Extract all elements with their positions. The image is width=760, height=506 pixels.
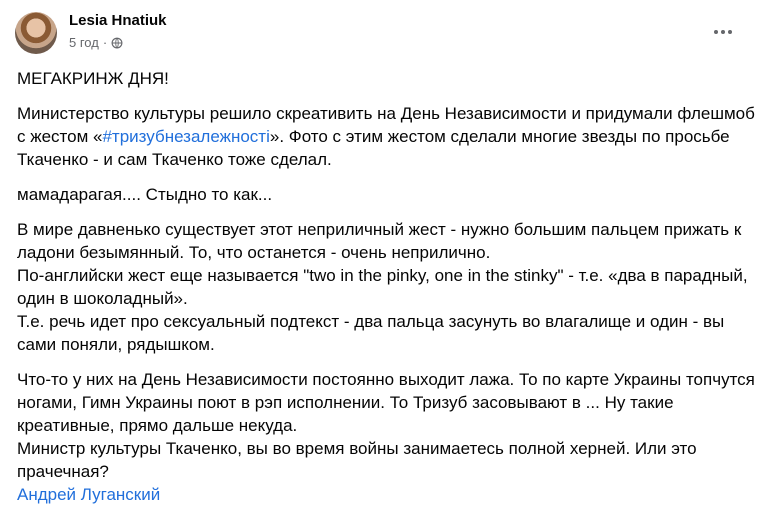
text-line: Министр культуры Ткаченко, вы во время войны занимаетесь полной херней. Или это: [17, 439, 697, 458]
hashtag-link[interactable]: #тризубнезалежності: [102, 127, 270, 146]
paragraph-4: [17, 218, 747, 356]
author-avatar[interactable]: [15, 12, 57, 54]
text-line: креативные, прямо дальше некуда.: [17, 416, 298, 435]
text-line: мамадарагая.... Стыдно то как...: [17, 185, 273, 204]
text-line: один в шоколадный».: [17, 289, 188, 308]
text-line: В мире давненько существует этот неприличный жест - нужно большим пальцем прижать к: [17, 220, 742, 239]
text-line: сами поняли, рядышком.: [17, 335, 215, 354]
author-name[interactable]: Lesia Hnatiuk: [69, 12, 167, 29]
paragraph-2: [17, 102, 755, 171]
text-fragment: с жестом «: [17, 127, 103, 146]
text-line: Что-то у них на День Независимости постоянно выходит лажа. То по карте Украины топчутся: [17, 370, 755, 389]
post-time[interactable]: 5 год: [69, 35, 99, 50]
text-fragment: ». Фото с этим жестом сделали многие звезды по просьбе: [269, 127, 730, 146]
signature-link[interactable]: Андрей Луганский: [17, 485, 161, 504]
paragraph-3: [17, 183, 747, 206]
meta-separator: ·: [102, 35, 108, 50]
text-line: По-английски жест еще называется "two in the pinky, one in the stinky" - т.е. «два в парадный,: [17, 266, 748, 285]
text-line: Т.е. речь идет про сексуальный подтекст - два пальца засунуть во влагалище и один - вы: [17, 312, 725, 331]
paragraph-5: [17, 368, 755, 506]
text-line-with-hashtag: [17, 125, 747, 148]
text-line: Ткаченко - и сам Ткаченко тоже сделал.: [17, 150, 332, 169]
text-line: Министерство культуры решило скреативить на День Независимости и придумали флешмоб: [17, 104, 755, 123]
text-line: МЕГАКРИНЖ ДНЯ!: [17, 69, 169, 88]
text-line: прачечная?: [17, 462, 109, 481]
post-meta: [69, 35, 123, 50]
text-line: ногами, Гимн Украины поют в рэп исполнении. То Тризуб засовывают в ... Ну такие: [17, 393, 674, 412]
post-body: [17, 67, 755, 506]
paragraph-1: [17, 67, 747, 90]
post-header: [15, 10, 745, 56]
more-options-icon[interactable]: [709, 18, 737, 46]
text-line: ладони безымянный. То, что останется - очень неприлично.: [17, 243, 491, 262]
globe-icon[interactable]: [111, 37, 123, 49]
